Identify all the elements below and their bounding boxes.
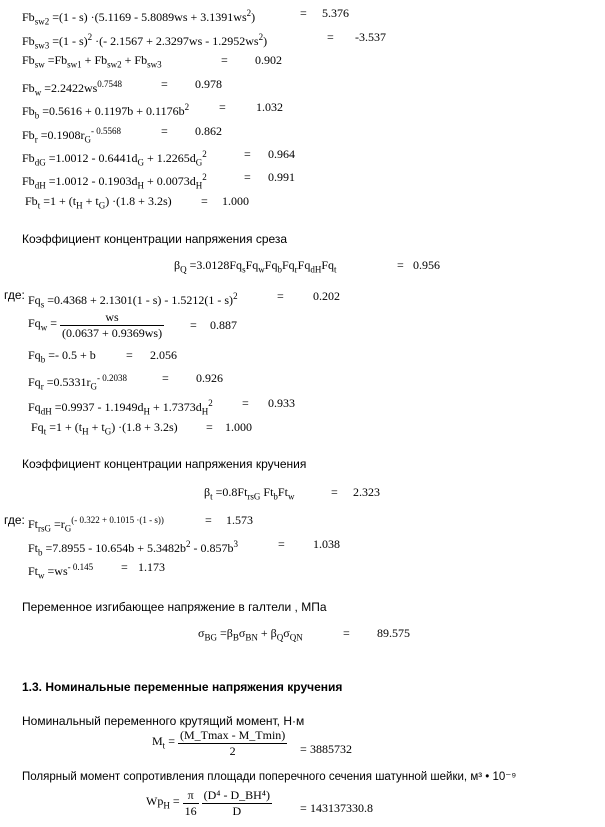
value-mt: 3885732 [310, 742, 352, 756]
equals-sign: = [277, 289, 284, 303]
equals-sign: = [397, 258, 404, 272]
value-fbw: 0.978 [195, 77, 222, 91]
formula-ftw: $Ft_w =ws^{- 0.145}$ [28, 562, 94, 581]
value-fbsw3: -3.537 [355, 30, 386, 44]
value-fbb: 1.032 [256, 100, 283, 114]
equals-sign: = [300, 742, 307, 756]
fraction: $\frac{(M\_Tmax - M\_Tmin)}{2}$ [179, 728, 286, 758]
value-fqs: 0.202 [313, 289, 340, 303]
equals-sign: = [121, 560, 128, 574]
text-torsion-coefficient: Коэффициент концентрации напряжения кручения [22, 457, 307, 471]
equals-sign: = [205, 513, 212, 527]
equals-sign: = [190, 318, 197, 332]
equals-sign: = [242, 396, 249, 410]
formula-fbsw2: $Fb_{sw2} =(1 - s) \cdot(5.1169 - 5.8089ws + 3.1391ws^2)$ [22, 8, 256, 27]
equals-sign: = [331, 485, 338, 499]
equals-sign: = [343, 626, 350, 640]
value-ftw: 1.173 [138, 560, 165, 574]
value-fqt: 1.000 [225, 420, 252, 434]
formula-fbr: $Fb_r =0.1908r_G^{- 0.5568}$ [22, 126, 121, 145]
equals-sign: = [162, 371, 169, 385]
value-fqdh: 0.933 [268, 396, 295, 410]
equals-sign: = [300, 801, 307, 815]
value-betaq: 0.956 [413, 258, 440, 272]
text-bending-stress: Переменное изгибающее напряжение в галтели , МПа [22, 600, 327, 614]
equals-sign: = [126, 348, 133, 362]
formula-fqt: $Fq_t =1 + (t_H + t_G) \cdot(1.8 + 3.2s)$ [31, 420, 178, 437]
equals-sign: = [161, 124, 168, 138]
equals-sign: = [206, 420, 213, 434]
value-fbdg: 0.964 [268, 147, 295, 161]
value-fbt: 1.000 [222, 194, 249, 208]
formula-betat: $\beta_t =0.8Ft_{rsG}$ $Ft_bFt_w$ [204, 485, 295, 502]
equals-sign: = [161, 77, 168, 91]
formula-fqb: $Fq_b =- 0.5 + b$ [28, 348, 96, 365]
fraction: $\frac{ws}{(0.0637 + 0.9369ws)}$ [61, 310, 163, 340]
equals-sign: = [244, 147, 251, 161]
value-sigmabg: 89.575 [377, 626, 410, 640]
value-fbr: 0.862 [195, 124, 222, 138]
value-wph: 143137330.8 [310, 801, 373, 815]
equals-sign: = [219, 100, 226, 114]
equals-sign: = [300, 6, 307, 20]
formula-ftrsg: $Ft_{rsG} =r_G^{(- 0.322 + 0.1015 \cdot(1 - s))}$ [28, 515, 164, 534]
formula-fqs: $Fq_s =0.4368 + 2.1301(1 - s) - 1.5212(1 - s)^2$ [28, 291, 238, 310]
formula-fbw: $Fb_w =2.2422ws^{0.7548}$ [22, 79, 123, 98]
equals-sign: = [278, 537, 285, 551]
text-torque-moment: Номинальный переменного крутящий момент, Н·м [22, 714, 305, 728]
value-ftrsg: 1.573 [226, 513, 253, 527]
formula-betaq: $\beta_Q =3.0128Fq_sFq_wFq_bFq_rFq_{dH}Fq_t$ [174, 258, 337, 275]
equals-sign: = [244, 170, 251, 184]
value-fbsw: 0.902 [255, 53, 282, 67]
formula-fbt: $Fb_t =1 + (t_H + t_G) \cdot(1.8 + 3.2s)$ [25, 194, 172, 211]
value-fqb: 2.056 [150, 348, 177, 362]
equals-sign: = [327, 30, 334, 44]
fraction-pi: $\frac{\pi}{16}$ [184, 788, 197, 818]
formula-sigmabg: $\sigma_{BG} =\beta_B\sigma_{BN} + \beta_Q\sigma_{QN}$ [198, 626, 303, 643]
formula-wph: $Wp_H$ = $\frac{\pi}{16}$ $\frac{\text{(D⁴ - D\_BH⁴)}}{D}$ [146, 788, 270, 818]
equals-sign: = [201, 194, 208, 208]
value-ftb: 1.038 [313, 537, 340, 551]
value-fbsw2: 5.376 [322, 6, 349, 20]
equals-sign: = [221, 53, 228, 67]
value-fqr: 0.926 [196, 371, 223, 385]
fraction: $\frac{\text{(D⁴ - D\_BH⁴)}}{D}$ [203, 788, 270, 818]
value-betat: 2.323 [353, 485, 380, 499]
formula-mt: $M_t$ = $\frac{(M\_Tmax - M\_Tmin)}{2}$ [152, 728, 286, 758]
value-fbdh: 0.991 [268, 170, 295, 184]
formula-fbdg: $Fb_{dG} =1.0012 - 0.6441d_G + 1.2265d_G^2$ [22, 149, 207, 168]
value-fqw: 0.887 [210, 318, 237, 332]
formula-fbdh: $Fb_{dH} =1.0012 - 0.1903d_H + 0.0073d_H^2$ [22, 172, 207, 191]
formula-fbsw3: $Fb_{sw3} =(1 - s)^2$ ·(- $2.1567 + 2.3297ws - 1.2952ws^2$) [22, 32, 268, 51]
formula-ftb: $Ft_b =7.8955 - 10.654b + 5.3482b^2 - 0.857b^3$ [28, 539, 239, 558]
label-where: где: [4, 288, 25, 302]
formula-fqw: $Fq_w$ = $\frac{ws}{(0.0637 + 0.9369ws)}$ [28, 310, 163, 340]
formula-fqdh: $Fq_{dH} =0.9937 - 1.1949d_H + 1.7373d_H^2$ [28, 398, 213, 417]
text-shear-coefficient: Коэффициент концентрации напряжения среза [22, 232, 288, 246]
label-where: где: [4, 513, 25, 527]
formula-fqr: $Fq_r =0.5331r_G^{- 0.2038}$ [28, 373, 127, 392]
section-heading: 1.3. Номинальные переменные напряжения кручения [22, 680, 343, 694]
formula-fbsw: $Fb_{sw} =Fb_{sw1} + Fb_{sw2} + Fb_{sw3}$ [22, 53, 162, 70]
text-polar-moment: Полярный момент сопротивления площади поперечного сечения шатунной шейки, м³ • 10⁻⁹ [22, 771, 517, 783]
formula-fbb: $Fb_b =0.5616 + 0.1197b + 0.1176b^2$ [22, 102, 190, 121]
